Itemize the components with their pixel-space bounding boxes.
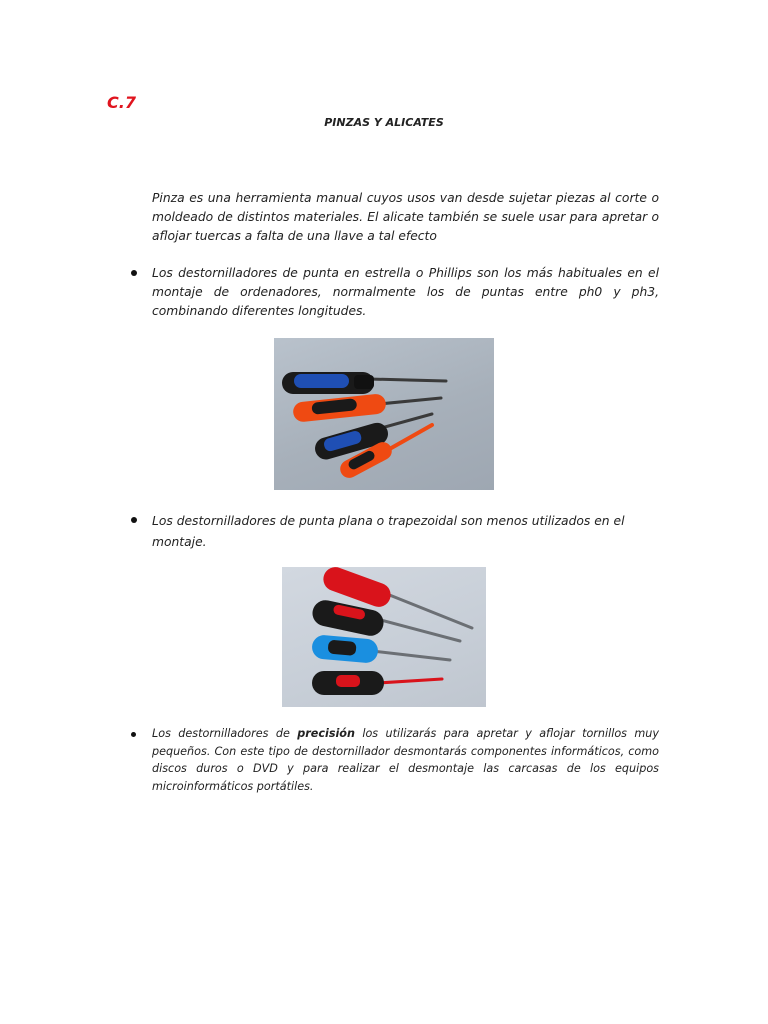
precision-text-after: los utilizarás para apretar y aflojar tornillos muy pequeños. Con este tipo de destornillador desmontarás componentes informáticos, como discos duros o DVD y para realizar el desmontaje las carcasas de los equipos microinformáticos portátiles. bbox=[152, 727, 659, 793]
precision-text-before: Los destornilladores de bbox=[152, 727, 298, 740]
phillips-screwdrivers-illustration bbox=[274, 338, 494, 490]
flat-screwdrivers-photo bbox=[282, 567, 486, 707]
section-code: C.7 bbox=[107, 93, 136, 112]
precision-bold-term: precisión bbox=[297, 727, 355, 740]
list-item-phillips: Los destornilladores de punta en estrella o Phillips son los más habituales en el montaje de ordenadores, normalmente los de puntas entre ph0 y ph3, combinando diferentes longitudes. bbox=[152, 266, 659, 318]
list-item-precision bbox=[152, 725, 659, 795]
list-item-flat: Los destornilladores de punta plana o trapezoidal son menos utilizados en el montaje. bbox=[152, 514, 625, 549]
phillips-screwdrivers-photo bbox=[274, 338, 494, 490]
bullet-icon bbox=[131, 517, 137, 523]
page-title: PINZAS Y ALICATES bbox=[324, 116, 444, 129]
bullet-icon bbox=[131, 270, 137, 276]
intro-paragraph: Pinza es una herramienta manual cuyos usos van desde sujetar piezas al corte o moldeado de distintos materiales. El alicate también se suele usar para apretar o aflojar tuercas a falta de una llave a tal efecto bbox=[152, 191, 659, 243]
flat-screwdrivers-illustration bbox=[282, 567, 486, 707]
bullet-icon bbox=[131, 732, 136, 737]
